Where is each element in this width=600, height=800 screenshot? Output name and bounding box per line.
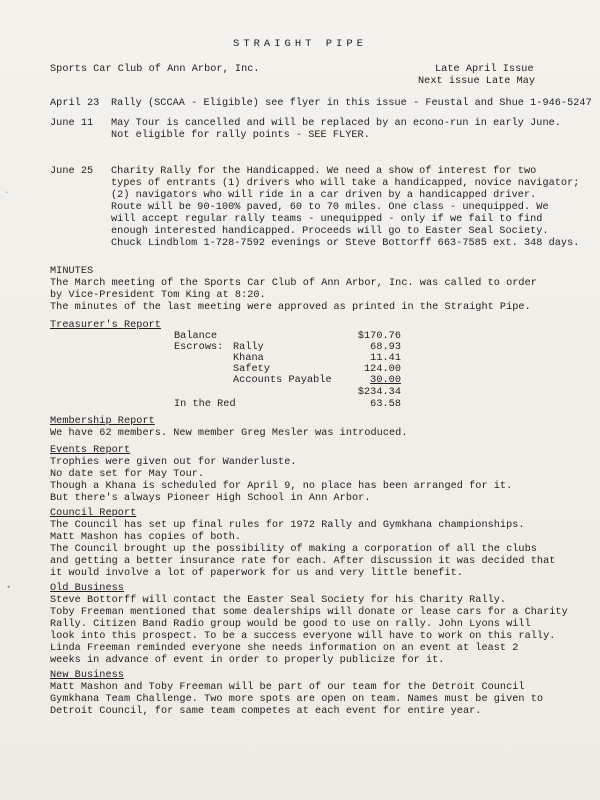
event-line: will accept regular rally teams - unequipped - only if we fail to find bbox=[111, 214, 543, 225]
events-report-line: But there's always Pioneer High School in Ann Arbor. bbox=[50, 493, 371, 504]
margin-mark: · bbox=[4, 188, 10, 198]
newsletter-title: STRAIGHT PIPE bbox=[233, 38, 367, 50]
new-business-line: Gymkhana Team Challenge. Two more spots are open on team. Names must be given to bbox=[50, 694, 544, 705]
event-line: Rally (SCCAA - Eligible) see flyer in this issue - Feustal and Shue 1-946-5247 bbox=[111, 98, 592, 109]
escrow-item-label: Safety bbox=[233, 364, 270, 375]
escrow-item-amount: 30.00 bbox=[370, 375, 401, 386]
event-line: Chuck Lindblom 1-728-7592 evenings or Steve Bottorff 663-7585 ext. 348 days. bbox=[111, 238, 580, 249]
club-name: Sports Car Club of Ann Arbor, Inc. bbox=[50, 64, 260, 75]
new-business-line: Matt Mashon and Toby Freeman will be part of our team for the Detroit Council bbox=[50, 682, 525, 693]
event-date: June 11 bbox=[50, 118, 94, 129]
escrow-item-label: Accounts Payable bbox=[233, 375, 332, 386]
events-report-line: No date set for May Tour. bbox=[50, 469, 205, 480]
old-business-line: look into this prospect. To be a success everyone will have to work on this rally. bbox=[50, 631, 556, 642]
event-line: May Tour is cancelled and will be replaced by an econo-run in early June. bbox=[111, 118, 561, 129]
escrow-total: $234.34 bbox=[357, 387, 401, 398]
next-issue-label: Next issue Late May bbox=[418, 76, 536, 87]
new-business-line: Detroit Council, for same team competes at each event for entire year. bbox=[50, 706, 482, 717]
council-line: Matt Mashon has copies of both. bbox=[50, 532, 242, 543]
escrow-item-amount: 11.41 bbox=[370, 353, 401, 364]
event-line: Route will be 90-100% paved, 60 to 70 miles. One class - unequipped. We bbox=[111, 202, 549, 213]
event-line: (2) navigators who will ride in a car driven by a handicapped driver. bbox=[111, 190, 537, 201]
events-report-heading: Events Report bbox=[50, 445, 131, 456]
minutes-line: The March meeting of the Sports Car Club of Ann Arbor, Inc. was called to order bbox=[50, 278, 537, 289]
event-line: Not eligible for rally points - SEE FLYER. bbox=[111, 130, 370, 141]
minutes-line: by Vice-President Tom King at 8:20. bbox=[50, 290, 266, 301]
council-line: and getting a better insurance rate for each. After discussion it was decided that bbox=[50, 556, 556, 567]
escrow-item-amount: 68.93 bbox=[370, 342, 401, 353]
event-date: April 23 bbox=[50, 98, 100, 109]
minutes-heading: MINUTES bbox=[50, 266, 94, 277]
in-the-red-amount: 63.58 bbox=[370, 399, 401, 410]
membership-heading: Membership Report bbox=[50, 416, 155, 427]
old-business-line: Steve Bottorff will contact the Easter Seal Society for his Charity Rally. bbox=[50, 595, 507, 606]
treasurer-heading: Treasurer's Report bbox=[50, 320, 161, 331]
escrow-item-amount: 124.00 bbox=[364, 364, 401, 375]
events-report-line: Though a Khana is scheduled for April 9, no place has been arranged for it. bbox=[50, 481, 513, 492]
event-line: enough interested handicapped. Proceeds will go to Easter Seal Society. bbox=[111, 226, 549, 237]
escrow-item-label: Khana bbox=[233, 353, 264, 364]
balance-amount: $170.76 bbox=[357, 331, 401, 342]
old-business-line: weeks in advance of event in order to properly publicize for it. bbox=[50, 655, 445, 666]
margin-mark: • bbox=[6, 583, 12, 593]
membership-line: We have 62 members. New member Greg Mesler was introduced. bbox=[50, 428, 408, 439]
escrows-label: Escrows: bbox=[174, 342, 224, 353]
old-business-line: Rally. Citizen Band Radio group would be good to use on rally. John Lyons will bbox=[50, 619, 531, 630]
event-line: Charity Rally for the Handicapped. We need a show of interest for two bbox=[111, 166, 537, 177]
new-business-heading: New Business bbox=[50, 670, 124, 681]
old-business-heading: Old Business bbox=[50, 583, 124, 594]
issue-label: Late April Issue bbox=[435, 64, 534, 75]
old-business-line: Linda Freeman reminded everyone she needs information on an event at least 2 bbox=[50, 643, 519, 654]
event-date: June 25 bbox=[50, 166, 94, 177]
events-report-line: Trophies were given out for Wanderluste. bbox=[50, 457, 297, 468]
council-line: it would involve a lot of paperwork for us and very little benefit. bbox=[50, 568, 463, 579]
event-line: types of entrants (1) drivers who will take a handicapped, novice navigator; bbox=[111, 178, 580, 189]
council-line: The Council has set up final rules for 1972 Rally and Gymkhana championships. bbox=[50, 520, 525, 531]
in-the-red-label: In the Red bbox=[174, 399, 236, 410]
old-business-line: Toby Freeman mentioned that some dealerships will donate or lease cars for a Charity bbox=[50, 607, 568, 618]
council-heading: Council Report bbox=[50, 508, 137, 519]
council-line: The Council brought up the possibility of making a corporation of all the clubs bbox=[50, 544, 537, 555]
minutes-line: The minutes of the last meeting were approved as printed in the Straight Pipe. bbox=[50, 302, 531, 313]
balance-label: Balance bbox=[174, 331, 218, 342]
escrow-item-label: Rally bbox=[233, 342, 264, 353]
